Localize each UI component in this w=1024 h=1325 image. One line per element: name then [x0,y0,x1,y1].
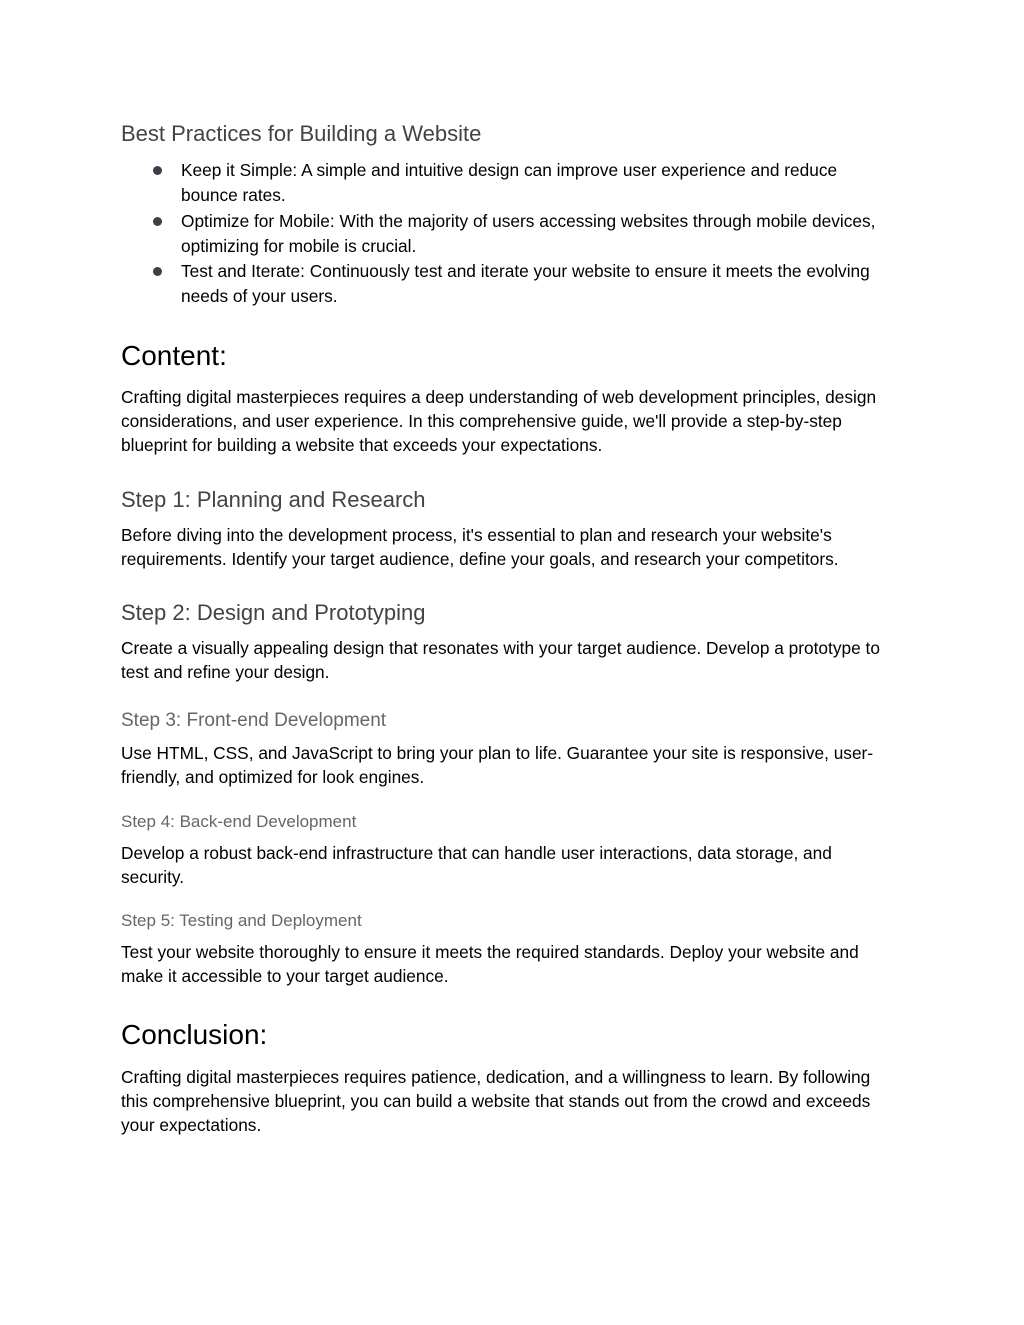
step-4-text: Develop a robust back-end infrastructure that can handle user interactions, data storage, and security. [121,843,832,888]
bullet-icon [153,166,162,175]
list-item-text: Test and Iterate: Continuously test and iterate your website to ensure it meets the evolving needs of your users. [181,261,870,307]
best-practices-list [121,158,891,310]
content-heading: Content: [121,340,227,371]
step-5-heading: Step 5: Testing and Deployment [121,911,362,930]
step-1-heading: Step 1: Planning and Research [121,487,426,512]
list-item [121,209,891,260]
list-item [121,259,891,310]
step-4-heading: Step 4: Back-end Development [121,812,357,831]
conclusion-text: Crafting digital masterpieces requires patience, dedication, and a willingness to learn. By following this comprehensive blueprint, you can build a website that stands out from the crowd and exceeds your expectations. [121,1067,871,1136]
best-practices-heading: Best Practices for Building a Website [121,121,482,146]
content-intro: Crafting digital masterpieces requires a deep understanding of web development principles, design considerations, and user experience. In this comprehensive guide, we'll provide a step-by-step blueprint for building a website that exceeds your expectations. [121,387,877,456]
conclusion-heading: Conclusion: [121,1019,268,1050]
step-2-heading: Step 2: Design and Prototyping [121,600,426,625]
list-item-text: Optimize for Mobile: With the majority of users accessing websites through mobile devices, optimizing for mobile is crucial. [181,210,876,256]
step-3-heading: Step 3: Front-end Development [121,710,387,731]
bullet-icon [153,267,162,276]
step-1-text: Before diving into the development process, it's essential to plan and research your website's requirements. Identify your target audience, define your goals, and research your competitors. [121,525,839,570]
list-item [121,158,891,209]
step-3-text: Use HTML, CSS, and JavaScript to bring your plan to life. Guarantee your site is responsive, user-friendly, and optimized for look engines. [121,743,874,788]
step-5-text: Test your website thoroughly to ensure it meets the required standards. Deploy your website and make it accessible to your target audience. [121,942,859,987]
list-item-text: Keep it Simple: A simple and intuitive design can improve user experience and reduce bounce rates. [181,160,838,206]
step-2-text: Create a visually appealing design that resonates with your target audience. Develop a prototype to test and refine your design. [121,638,880,683]
bullet-icon [153,217,162,226]
